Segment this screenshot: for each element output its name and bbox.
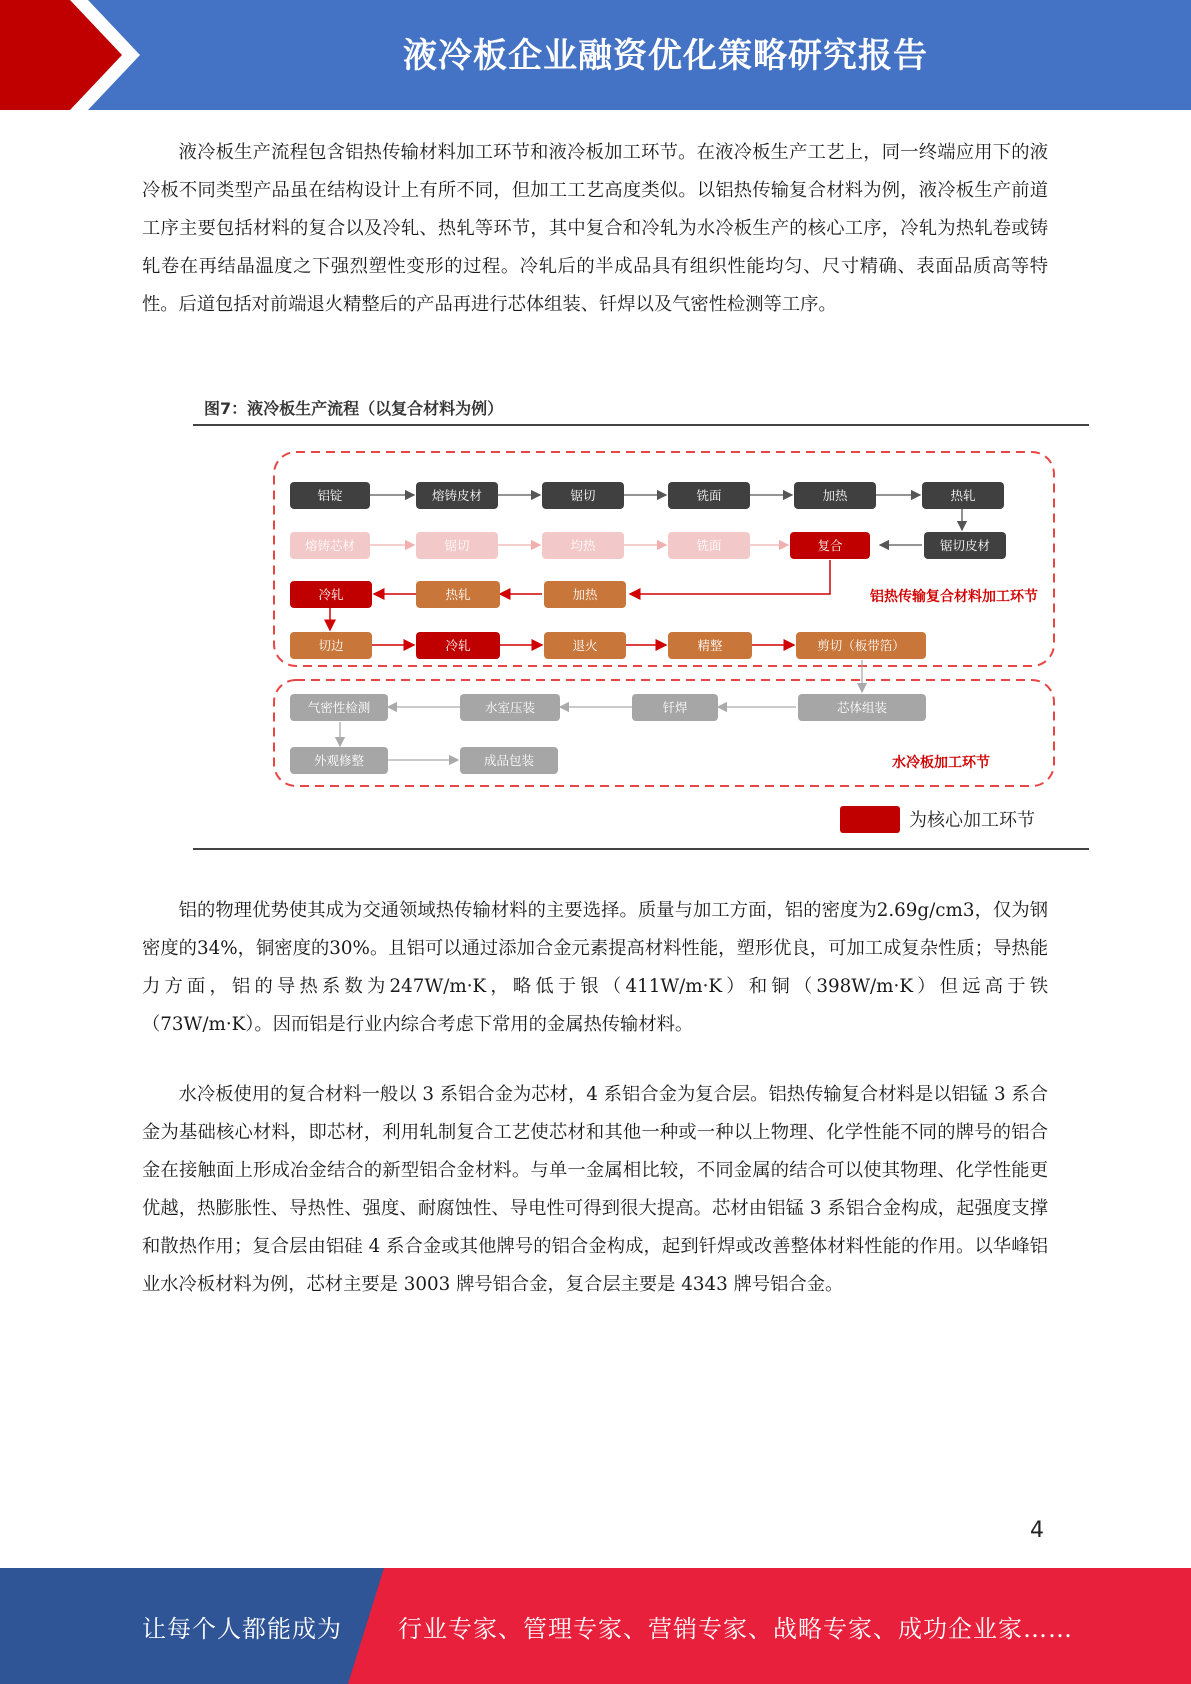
flow-box-label: 锯切 xyxy=(444,538,470,553)
flow-box-label: 冷轧 xyxy=(318,587,344,602)
paragraph-aluminum-advantages: 铝的物理优势使其成为交通领域热传输材料的主要选择。质量与加工方面，铝的密度为2.69g/cm3，仅为钢密度的34%，铜密度的30%。且铝可以通过添加合金元素提高材料性能，塑形优良，可加工成复杂性质；导热能力方面，铝的导热系数为247W/m·K，略低于银（411W/m·K）和铜（398W/m·K）但远高于铁（73W/m·K）。因而铝是行业内综合考虑下常用的金属热传输材料。 xyxy=(142,900,1048,1035)
flow-box-label: 复合 xyxy=(817,538,843,553)
footer-slogan-left: 让每个人都能成为 xyxy=(142,1614,342,1643)
flow-box-label: 精整 xyxy=(697,638,723,653)
flow-box-label: 成品包装 xyxy=(483,753,535,768)
flow-box-label: 铣面 xyxy=(696,488,722,503)
flow-box-label: 切边 xyxy=(318,638,344,653)
footer-slogan-right: 行业专家、管理专家、营销专家、战略专家、成功企业家…… xyxy=(398,1614,1073,1643)
lower-region-label: 水冷板加工环节 xyxy=(892,755,990,771)
paragraph-process-intro: 液冷板生产流程包含铝热传输材料加工环节和液冷板加工环节。在液冷板生产工艺上，同一终端应用下的液冷板不同类型产品虽在结构设计上有所不同，但加工工艺高度类似。以铝热传输复合材料为例，液冷板生产前道工序主要包括材料的复合以及冷轧、热轧等环节，其中复合和冷轧为水冷板生产的核心工序，冷轧为热轧卷或铸轧卷在再结晶温度之下强烈塑性变形的过程。冷轧后的半成品具有组织性能均匀、尺寸精确、表面品质高等特性。后道包括对前端退火精整后的产品再进行芯体组装、钎焊以及气密性检测等工序。 xyxy=(142,142,1048,315)
flow-box-label: 热轧 xyxy=(950,488,976,503)
flow-box-label: 水室压装 xyxy=(484,700,536,715)
figure-caption: 图7：液冷板生产流程（以复合材料为例） xyxy=(204,399,504,418)
page-footer xyxy=(0,1568,1191,1684)
flow-box-label: 铣面 xyxy=(696,538,722,553)
flow-box-label: 加热 xyxy=(822,488,848,503)
flow-box-label: 退火 xyxy=(572,638,598,653)
flow-box-label: 均热 xyxy=(570,538,596,553)
flow-box-label: 加热 xyxy=(572,587,598,602)
legend-label: 为核心加工环节 xyxy=(909,810,1035,831)
flow-box-label: 热轧 xyxy=(445,587,471,602)
flow-box-label: 锯切皮材 xyxy=(939,538,991,553)
flow-box-label: 剪切（板带箔） xyxy=(817,638,905,653)
flow-box-label: 熔铸芯材 xyxy=(304,538,356,553)
report-title: 液冷板企业融资优化策略研究报告 xyxy=(403,35,928,76)
flow-box-label: 熔铸皮材 xyxy=(431,488,483,503)
figure-bottom-rule xyxy=(193,848,1089,850)
flow-box-label: 冷轧 xyxy=(445,638,471,653)
flow-box-label: 芯体组装 xyxy=(836,700,888,715)
paragraph-composite-materials: 水冷板使用的复合材料一般以 3 系铝合金为芯材，4 系铝合金为复合层。铝热传输复合材料是以铝锰 3 系合金为基础核心材料，即芯材，利用轧制复合工艺使芯材和其他一种或一种以上物理、化学性能不同的牌号的铝合金在接触面上形成冶金结合的新型铝合金材料。与单一金属相比较，不同金属的结合可以使其物理、化学性能更优越，热膨胀性、导热性、强度、耐腐蚀性、导电性可得到很大提高。芯材由铝锰 3 系铝合金构成，起强度支撑和散热作用；复合层由铝硅 4 系合金或其他牌号的铝合金构成，起到钎焊或改善整体材料性能的作用。以华峰铝业水冷板材料为例，芯材主要是 3003 牌号铝合金，复合层主要是 4343 牌号铝合金。 xyxy=(142,1084,1048,1295)
flow-box-label: 铝锭 xyxy=(317,488,343,503)
page-number: 4 xyxy=(1030,1518,1044,1543)
flow-box-label: 锯切 xyxy=(570,488,596,503)
flow-box-label: 气密性检测 xyxy=(307,700,371,715)
flow-box-label: 钎焊 xyxy=(662,700,688,715)
flow-box-label: 外观修整 xyxy=(313,753,365,768)
upper-region-label: 铝热传输复合材料加工环节 xyxy=(870,589,1038,605)
legend-core-swatch xyxy=(840,806,900,833)
